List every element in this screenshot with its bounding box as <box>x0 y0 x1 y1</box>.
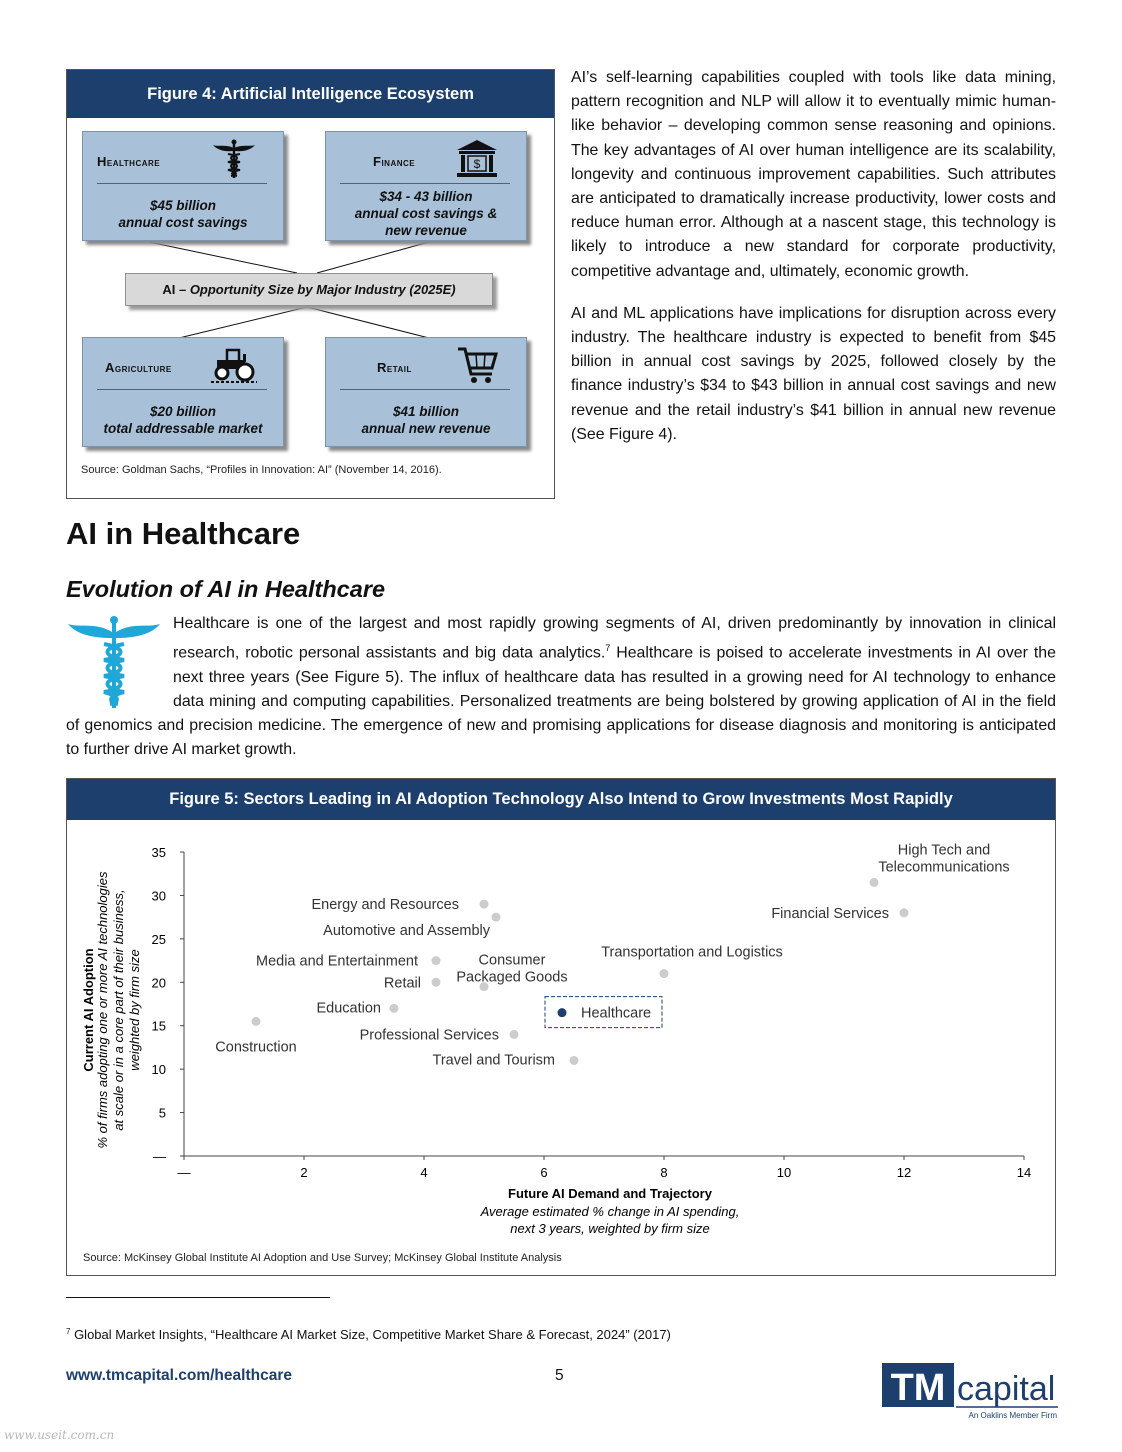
scatter-chart <box>67 820 1055 1250</box>
footnote-divider <box>66 1297 330 1298</box>
svg-text:capital: capital <box>957 1370 1056 1408</box>
y-axis-subtitle: % of firms adopting one or more AI technologies <box>95 871 110 1149</box>
x-tick-label: 10 <box>776 1165 792 1180</box>
figure-4-title: Figure 4: Artificial Intelligence Ecosystem <box>67 70 554 118</box>
data-point-label: Professional Services <box>359 1027 499 1044</box>
sector-value: $20 billion total addressable market <box>103 404 263 436</box>
data-point-label: Telecommunications <box>878 859 1010 876</box>
shopping-cart-icon <box>454 344 500 386</box>
data-point-label: Financial Services <box>771 905 889 922</box>
x-tick-label: 12 <box>896 1165 912 1180</box>
figure-5 <box>66 778 1056 1276</box>
y-tick-label: 25 <box>151 931 166 947</box>
svg-text:$: $ <box>473 157 481 171</box>
y-axis-subtitle: at scale or in a core part of their business, <box>111 889 126 1131</box>
caduceus-icon <box>211 138 257 180</box>
sector-name: Finance <box>373 154 416 169</box>
sector-value: $34 - 43 billion annual cost savings & new revenue <box>354 189 498 238</box>
sector-value: $45 billion annual cost savings <box>118 198 248 230</box>
y-tick-label: 10 <box>151 1062 166 1078</box>
footer-url-link[interactable]: www.tmcapital.com/healthcare <box>66 1367 292 1384</box>
data-point-label: Healthcare <box>581 1005 652 1022</box>
figure-4-source: Source: Goldman Sachs, “Profiles in Innovation: AI” (November 14, 2016). <box>81 464 442 476</box>
paragraph: AI’s self-learning capabilities coupled with tools like data mining, pattern recognition and NLP will allow it to eventually mimic human-like behavior – developing common sense reasoning and opinions. The key advantages of AI over human intelligence are its scalability, longevity and continuous improvement capabilities. Such attributes are anticipated to dramatically increase productivity, lower costs and reduce human error. Although at a nascent stage, this technology is likely to introduce a new standard for corporate productivity, competitive advantage and, ultimately, economic growth. <box>571 69 1056 280</box>
tm-capital-logo <box>882 1360 1058 1420</box>
x-tick-label: — <box>177 1165 191 1180</box>
chart-axes <box>184 852 1024 1156</box>
footnote: $^7$ Global Market Insights, “Healthcare AI Market Size, Competitive Market Share & Forecast, 2024” (2017) <box>66 1327 671 1342</box>
healthcare-paragraph: Healthcare is one of the largest and most rapidly growing segments of AI, driven predominantly by innovation in clinical research, robotic personal assistants and big data analytics.$^7$ Healthcare is poised to accelerate investments in AI over the next three years (See Figure 5). The influx of healthcare data has resulted in a growing need for AI technology to enhance data mining and computing capabilities. Personalized treatments are being bolstered by growing application of AI in the field of genomics and precision medicine. The emergence of new and promising applications for disease diagnosis and monitoring is anticipated to further drive AI market growth. <box>66 615 1056 759</box>
data-point-label: Transportation and Logistics <box>601 944 783 961</box>
data-point-label: Automotive and Assembly <box>323 923 490 940</box>
x-axis-subtitle: Average estimated % change in AI spending, <box>480 1204 740 1219</box>
y-tick-label: 35 <box>151 845 166 860</box>
bank-icon <box>454 138 500 180</box>
y-axis-subtitle: weighted by firm size <box>127 949 142 1071</box>
right-column-text <box>571 66 1056 447</box>
data-point <box>432 978 441 987</box>
page-number: 5 <box>555 1367 564 1384</box>
sector-name: Retail <box>377 360 412 375</box>
data-point-label: Consumer <box>478 952 546 969</box>
watermark: www.useit.com.cn <box>4 1428 115 1442</box>
sector-name: Agriculture <box>105 360 172 375</box>
svg-text:TM: TM <box>890 1367 946 1409</box>
x-axis-title: Future AI Demand and Trajectory <box>508 1186 712 1201</box>
y-tick-label: 20 <box>151 975 166 991</box>
data-point-label: Energy and Resources <box>311 897 459 914</box>
data-point-label: Education <box>316 1000 381 1017</box>
x-axis-subtitle: next 3 years, weighted by firm size <box>510 1221 710 1236</box>
sector-retail <box>325 337 527 447</box>
subsection-title: Evolution of AI in Healthcare <box>66 576 386 602</box>
data-point-label: Construction <box>215 1039 297 1056</box>
data-point <box>432 956 441 965</box>
y-tick-label: 30 <box>151 888 166 904</box>
sector-finance <box>325 131 527 241</box>
opportunity-size-label: AI – Opportunity Size by Major Industry (2025E) <box>125 273 493 306</box>
y-tick-label: — <box>153 1149 166 1164</box>
paragraph: AI and ML applications have implications for disruption across every industry. The healthcare industry is expected to benefit from $45 billion in annual cost savings by 2025, followed closely by the finance industry’s $34 to $43 billion in annual cost savings and new revenue and the retail industry’s $41 billion in annual new revenue (See Figure 4). <box>571 304 1056 443</box>
data-point <box>660 969 669 978</box>
y-tick-label: 15 <box>151 1018 166 1034</box>
data-point <box>870 878 879 887</box>
figure-5-source: Source: McKinsey Global Institute AI Adoption and Use Survey; McKinsey Global Institute Analysis <box>83 1252 562 1264</box>
x-tick-label: 4 <box>420 1165 428 1180</box>
figure-4 <box>66 69 555 499</box>
data-point <box>570 1056 579 1065</box>
x-tick-label: 8 <box>660 1165 668 1180</box>
sector-healthcare <box>82 131 284 241</box>
tractor-icon <box>211 344 257 386</box>
data-point <box>492 913 501 922</box>
data-point <box>480 900 489 909</box>
chart-points <box>215 842 1009 1068</box>
data-point-label: Travel and Tourism <box>432 1052 555 1069</box>
data-point <box>390 1004 399 1013</box>
x-tick-label: 14 <box>1016 1165 1032 1180</box>
data-point-label: Packaged Goods <box>456 969 568 986</box>
sector-value: $41 billion annual new revenue <box>361 404 491 436</box>
data-point <box>900 908 909 917</box>
caduceus-icon <box>66 614 162 710</box>
data-point-label: Retail <box>383 975 421 992</box>
y-axis-title: Current AI Adoption <box>81 948 96 1072</box>
y-tick-label: 5 <box>158 1105 166 1121</box>
sector-name: Healthcare <box>97 154 161 169</box>
svg-text:An Oaklins Member Firm: An Oaklins Member Firm <box>968 1411 1057 1420</box>
x-tick-label: 6 <box>540 1165 548 1180</box>
data-point-label: Media and Entertainment <box>255 953 418 970</box>
figure-5-title: Figure 5: Sectors Leading in AI Adoption Technology Also Intend to Grow Investments Most Rapidly <box>67 779 1055 820</box>
x-tick-label: 2 <box>300 1165 308 1180</box>
data-point <box>252 1017 261 1026</box>
data-point-label: High Tech and <box>897 842 991 859</box>
data-point <box>510 1030 519 1039</box>
data-point-highlight <box>558 1008 567 1017</box>
sector-agriculture <box>82 337 284 447</box>
section-title: AI in Healthcare <box>66 516 301 551</box>
footnote-ref[interactable]: 7 <box>605 643 611 654</box>
